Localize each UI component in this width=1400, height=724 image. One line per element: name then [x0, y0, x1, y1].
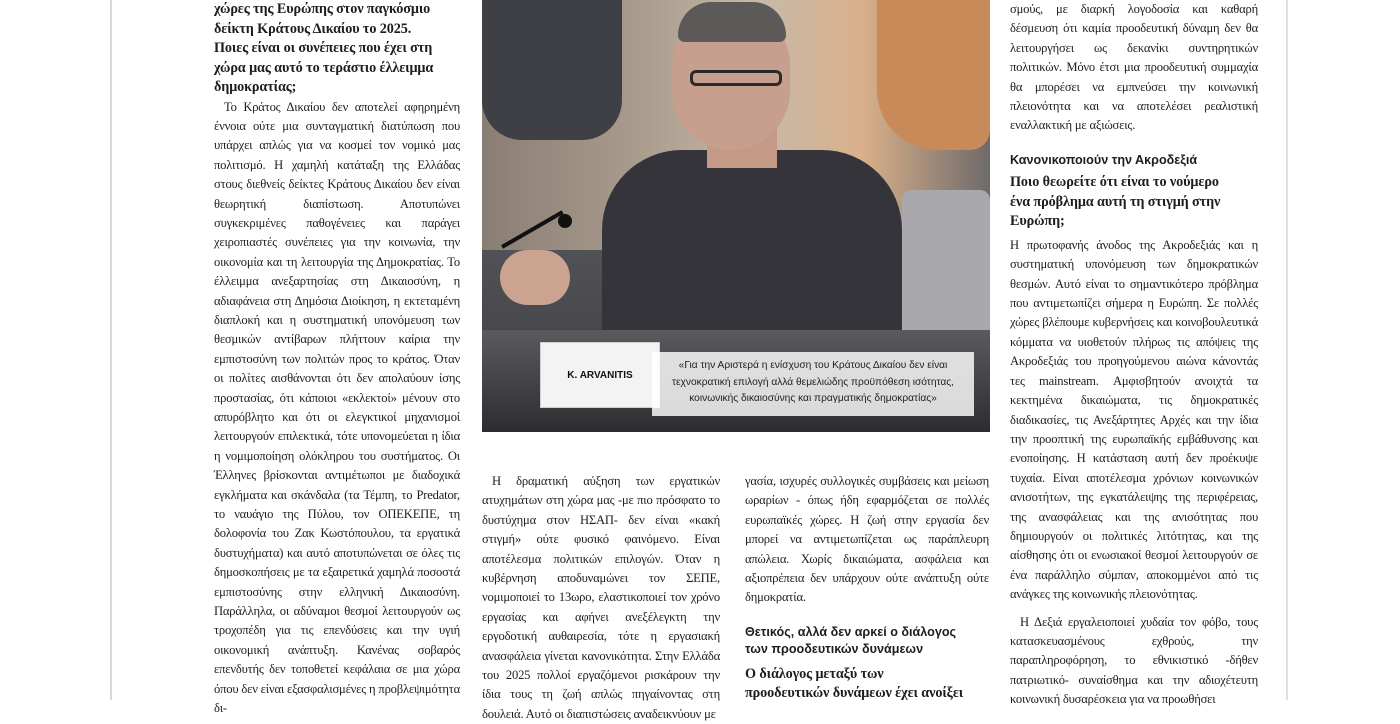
- question-line: Ποιες είναι οι συνέπειες που έχει στη: [214, 40, 433, 56]
- right-margin: [1288, 0, 1400, 700]
- page-edge: [110, 0, 112, 700]
- answer-paragraph: Η Δεξιά εργαλειοποιεί χυδαία τον φόβο, τους κατασκευασμένους εχθρούς, την παραπληροφόρηση, το εθνικιστικό -δήθεν πατριωτικό- συναίσθημα και την αδιοχέτευτη κοινωνική δυσαρέσκεια για να προωθήσει: [1010, 614, 1258, 707]
- question-line: δημοκρατίας;: [214, 79, 297, 95]
- answer-paragraph: Η πρωτοφανής άνοδος της Ακροδεξιάς και η συστηματική υπονόμευση των δημοκρατικών θεσμών. Αυτό είναι το σημαντικότερο πρόβλημα που αντιμετωπίζει σήμερα η Ευρώπη. Σε πολλές χώρες βλέπουμε κυβερνήσεις και κοινοβουλευτικά κόμματα να υιοθετούν πλήρως τις απόψεις της Ακροδεξιάς του προηγούμενου αιώνα κάνοντάς τες mainstream. Αμφισβητούν ανοιχτά τα κεκτημένα δικαιώματα, τις δημοκρατικές διαδικασίες, τις Ανεξάρτητες Αρχές και την ίδια την προοπτική της ευρωπαϊκής εμβάθυνσης και ενοποίησης. Η κατάσταση αυτή δεν προέκυψε τυχαία. Είναι αποτέλεσμα χρόνιων κοινωνικών ανισοτήτων, της εγκατάλειψης της περιφέρειας, της ανασφάλειας και της ανισότητας που δημιουργούν οι πολιτικές λιτότητας, και της αίσθησης ότι οι ενωσιακοί θεσμοί λειτουργούν σε ένα παράλληλο σύμπαν, αποκομμένοι από τις ανάγκες της κοινωνικής πλειονότητας.: [1010, 237, 1258, 602]
- article-column-1: [214, 0, 460, 716]
- article-column-2: [482, 472, 720, 721]
- body-paragraph: Η δραματική αύξηση των εργατικών ατυχημάτων στη χώρα μας -με πιο πρόσφατο το δυστύχημα στον ΗΣΑΠ- δεν είναι «κακή στιγμή» ούτε φυσικό φαινόμενο. Είναι αποτέλεσμα πολιτικών επιλογών. Όταν η κυβέρνηση αποδυναμώνει τον ΣΕΠΕ, νομιμοποιεί το 13ωρο, ελαστικοποιεί τον χρόνο εργασίας και αφήνει ανεξέλεγκτη την εργοδοτική αυθαιρεσία, τότε η εργασιακή ανασφάλεια γίνεται κανονικότητα. Στην Ελλάδα του 2025 πολλοί εργαζόμενοι ρισκάρουν την ίδια τους τη ζωή απλώς πηγαίνοντας στη δουλειά. Αυτό οι διαπιστώσεις αναδεικνύουν με: [482, 474, 720, 721]
- section-subhead: των προοδευτικών δυνάμεων: [745, 642, 924, 657]
- answer-paragraph: Το Κράτος Δικαίου δεν αποτελεί αφηρημένη έννοια ούτε μια συνταγματική διατύπωση που υπάρχει απλώς για να κοσμεί τον νομικό μας πολιτισμό. Η χαμηλή κατάταξη της Ελλάδας στους διεθνείς δείκτες Κράτους Δικαίου δεν είναι θεωρητική διαπίστωση. Αποτυπώνει συγκεκριμένες παθογένειες και παράγει χειροπιαστές συνέπειες για την κοινωνία, την οικονομία και τη λειτουργία της Δημοκρατίας. Το έλλειμμα ανεξαρτησίας στη Δικαιοσύνη, η αδιαφάνεια στη Δημόσια Διοίκηση, η εκτεταμένη διαπλοκή και η συστηματική υπονόμευση των θεσμικών αντίβαρων πλήττουν καίρια την εμπιστοσύνη των πολιτών προς το κράτος. Όταν οι πολίτες αισθάνονται ότι δεν απολαύουν ίσης προστασίας, ότι κάποιοι «εκλεκτοί» μένουν στο απυρόβλητο και ότι οι ελεγκτικοί μηχανισμοί λειτουργούν επιλεκτικά, τότε υπονομεύεται η ίδια η νομιμοποίηση ολόκληρου του συστήματος. Οι Έλληνες βρίσκονται αντιμέτωποι με διαδοχικά εγκλήματα και σκάνδαλα (τα Τέμπη, το Predator, το ναυάγιο της Πύλου, τον ΟΠΕΚΕΠΕ, τη δολοφονία του Ζακ Κωστόπουλου, τα εργατικά δυστυχήματα) και αυτό αποτυπώνεται σε όλες τις δημοσκοπήσεις με τα εξαιρετικά χαμηλά ποσοστά εμπιστοσύνης στην ελληνική Δικαιοσύνη. Παράλληλα, οι αδύναμοι θεσμοί λειτουργούν ως τροχοπέδη για τις επενδύσεις και την υγιή οικονομική ανάπτυξη. Κανένας σοβαρός επενδυτής δεν τοποθετεί κεφάλαια σε μια χώρα όπου δεν είναι εξασφαλισμένες η προβλεψιμότητα δι-: [214, 99, 460, 716]
- question-line: δείκτη Κράτους Δικαίου το 2025.: [214, 20, 412, 37]
- question-line: χώρες της Ευρώπης στον παγκόσμιο: [214, 1, 431, 17]
- article-column-4: [1010, 0, 1258, 707]
- body-paragraph: γασία, ισχυρές συλλογικές συμβάσεις και μείωση ωραρίων - όπως ήδη εφαρμόζεται σε πολλές ευρωπαϊκές χώρες. Η ζωή στην εργασία δεν μπορεί να αντιμετωπίζεται ως παράπλευρη απώλεια. Χωρίς δικαιώματα, ασφάλεια και αξιοπρέπεια δεν υπάρχουν ούτε ανάπτυξη ούτε δημοκρατία.: [745, 474, 989, 605]
- interview-question-1: [214, 0, 460, 98]
- question-line: Ο διάλογος μεταξύ των: [745, 665, 884, 682]
- question-line: χώρα μας αυτό το τεράστιο έλλειμμα: [214, 59, 434, 76]
- question-line: Ποιο θεωρείτε ότι είναι το νούμερο: [1010, 174, 1219, 191]
- question-line: Ευρώπη;: [1010, 213, 1065, 230]
- left-margin: [0, 0, 110, 700]
- article-column-3: [745, 472, 989, 700]
- question-line: ένα πρόβλημα αυτή τη στιγμή στην: [1010, 193, 1221, 210]
- portrait-photo: [482, 0, 990, 432]
- nameplate: K. ARVANITIS: [540, 342, 660, 408]
- question-line: προοδευτικών δυνάμεων έχει ανοίξει: [745, 685, 964, 702]
- section-subhead: Κανονικοποιούν την Ακροδεξιά: [1010, 152, 1198, 167]
- photo-caption: «Για την Αριστερά η ενίσχυση του Κράτους Δικαίου δεν είναι τεχνοκρατική επιλογή αλλά θεμελιώδης προϋπόθεση ισότητας, κοινωνικής δικαιοσύνης και πραγματικής δημοκρατίας»: [652, 352, 974, 416]
- section-subhead: Θετικός, αλλά δεν αρκεί ο διάλογος: [745, 624, 957, 639]
- body-paragraph: σμούς, με διαρκή λογοδοσία και καθαρή δέσμευση ότι καμία προοδευτική δύναμη δεν θα λειτουργήσει ως δεκανίκι συντηρητικών πολιτικών. Μόνο έτσι μια προοδευτική συμμαχία θα μπορέσει να εμπνεύσει την κοινωνική πλειονότητα και να αποτελέσει ρεαλιστική εναλλακτική με αξιώσεις.: [1010, 2, 1258, 133]
